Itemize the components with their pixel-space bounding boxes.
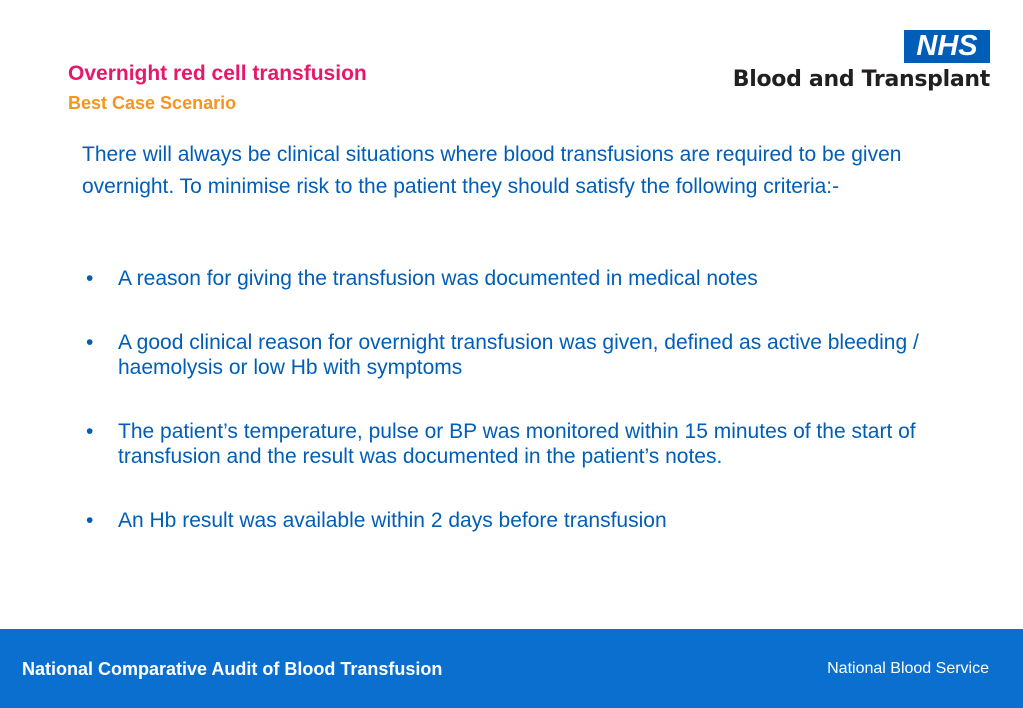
footer-bar <box>0 629 1023 708</box>
slide-title: Overnight red cell transfusion <box>68 62 367 85</box>
bullet-icon: • <box>86 509 94 532</box>
criteria-text: An Hb result was available within 2 days before transfusion <box>118 509 667 532</box>
slide-subtitle: Best Case Scenario <box>68 93 237 113</box>
bullet-icon: • <box>86 267 94 290</box>
criteria-item <box>82 419 982 469</box>
criteria-item <box>82 508 982 533</box>
organisation-name: Blood and Transplant <box>732 67 990 92</box>
nhs-logo-text: NHS <box>916 30 978 62</box>
bullet-icon: • <box>86 420 94 443</box>
criteria-list <box>82 266 982 533</box>
nhs-logo-box <box>904 30 990 63</box>
footer-audit-title: National Comparative Audit of Blood Transfusion <box>22 659 443 679</box>
criteria-text: A good clinical reason for overnight transfusion was given, defined as active bleeding / haemolysis or low Hb with symptoms <box>118 331 919 379</box>
nhs-blood-and-transplant-logo <box>700 30 992 96</box>
criteria-text: A reason for giving the transfusion was documented in medical notes <box>118 267 758 290</box>
criteria-item <box>82 266 982 291</box>
bullet-icon: • <box>86 331 94 354</box>
criteria-text: The patient’s temperature, pulse or BP was monitored within 15 minutes of the start of transfusion and the result was documented in the patient’s notes. <box>118 420 916 468</box>
criteria-item <box>82 330 982 380</box>
footer-service-name: National Blood Service <box>827 660 989 677</box>
intro-paragraph: There will always be clinical situations where blood transfusions are required to be given overnight. To minimise risk to the patient they should satisfy the following criteria:- <box>82 143 902 198</box>
